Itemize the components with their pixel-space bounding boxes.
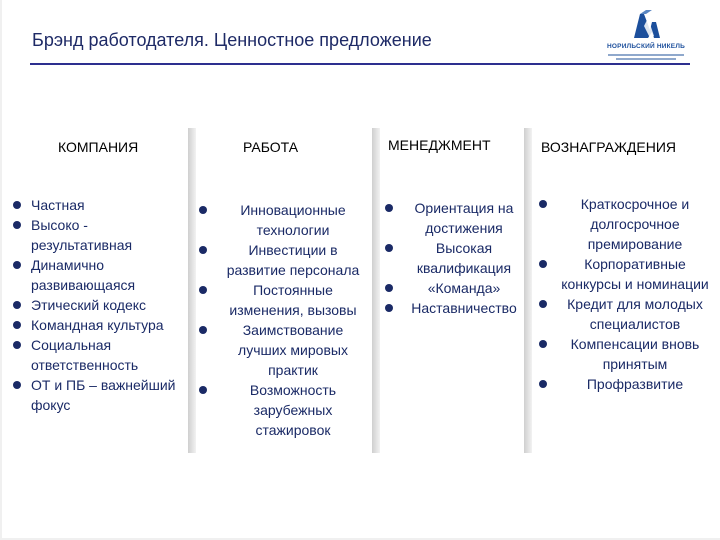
company-logo: [600, 8, 692, 62]
list-item: Социальная ответственность: [11, 335, 191, 375]
header-rewards: ВОЗНАГРАЖДЕНИЯ: [541, 139, 677, 155]
title-underline: [30, 63, 690, 65]
logo-icon: [600, 8, 692, 42]
list-item: Командная культура: [11, 315, 191, 335]
list-item: Наставничество: [383, 298, 525, 318]
list-item: Краткосрочное и долгосрочное премирование: [537, 194, 713, 254]
column-divider: [372, 128, 380, 453]
logo-tagline-line: [608, 54, 684, 56]
list-item: Ориентация на достижения: [383, 198, 525, 238]
header-company: КОМПАНИЯ: [58, 139, 139, 155]
list-item: Кредит для молодых специалистов: [537, 294, 713, 334]
list-item: Заимствование лучших мировых практик: [197, 320, 369, 380]
list-item: «Команда»: [383, 278, 525, 298]
list-item: Профразвитие: [537, 374, 713, 394]
list-item: Постоянные изменения, вызовы: [197, 280, 369, 320]
logo-name: НОРИЛЬСКИЙ НИКЕЛЬ: [607, 43, 685, 50]
list-item: Инновационные технологии: [197, 200, 369, 240]
work-list: [197, 200, 369, 440]
header-work: РАБОТА: [243, 139, 299, 155]
list-item: Высоко - результативная: [11, 215, 191, 255]
rewards-list: [537, 194, 713, 394]
list-item: Динамично развивающаяся: [11, 255, 191, 295]
list-item: Высокая квалификация: [383, 238, 525, 278]
list-item: Этический кодекс: [11, 295, 191, 315]
slide-title: Брэнд работодателя. Ценностное предложение: [32, 30, 432, 50]
list-item: Компенсации вновь принятым: [537, 334, 713, 374]
list-item: Возможность зарубежных стажировок: [197, 380, 369, 440]
list-item: Корпоративные конкурсы и номинации: [537, 254, 713, 294]
list-item: ОТ и ПБ – важнейший фокус: [11, 375, 191, 415]
company-list: [11, 195, 191, 415]
column-divider: [524, 128, 532, 453]
list-item: Частная: [11, 195, 191, 215]
management-list: [383, 198, 525, 318]
list-item: Инвестиции в развитие персонала: [197, 240, 369, 280]
logo-tagline-line: [616, 58, 676, 60]
header-management: МЕНЕДЖМЕНТ: [388, 137, 491, 153]
